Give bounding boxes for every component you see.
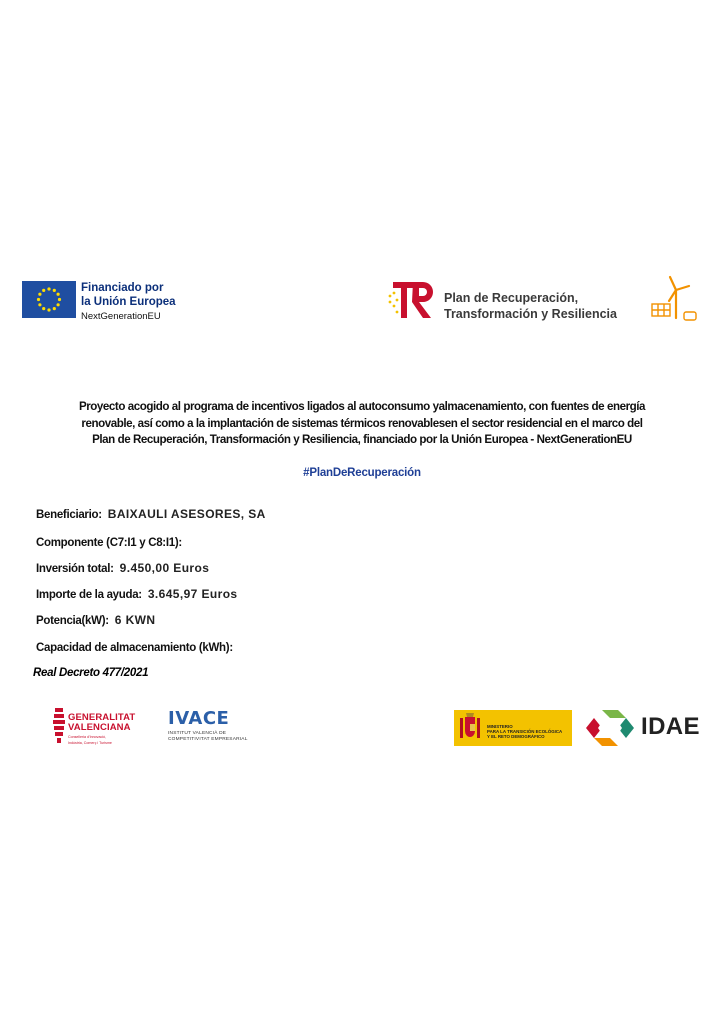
field-label: Importe de la ayuda:	[36, 589, 142, 601]
intro-line-2: renovable, así como a la implantación de sistemas térmicos renovablesen el sector residencial en el marco del	[81, 416, 643, 430]
spain-coat-of-arms-icon	[459, 713, 481, 743]
recovery-line-1: Plan de Recuperación,	[444, 291, 579, 305]
generalitat-sub-2: Indústria, Comerç i Turisme	[68, 741, 112, 746]
generalitat-logo-text	[68, 713, 135, 745]
ministerio-line-1: MINISTERIO	[487, 724, 513, 729]
recovery-plan-logo-icon	[386, 279, 438, 321]
ministerio-logo-text	[487, 724, 562, 740]
field-beneficiario	[36, 507, 266, 521]
recovery-line-2: Transformación y Resiliencia	[444, 307, 617, 321]
field-value: 9.450,00 Euros	[119, 561, 210, 575]
project-description	[28, 399, 696, 449]
field-importe	[36, 587, 238, 601]
field-label: Componente (C7:I1 y C8:I1):	[36, 537, 182, 549]
wind-solar-icon	[648, 274, 700, 324]
ivace-subtitle	[168, 731, 248, 742]
field-value: 3.645,97 Euros	[147, 587, 238, 601]
intro-line-1: Proyecto acogido al programa de incentivos ligados al autoconsumo yalmacenamiento, con fuentes de energía	[78, 400, 646, 413]
idae-logo-icon	[582, 708, 638, 748]
hashtag: #PlanDeRecuperación	[303, 467, 421, 479]
field-label: Potencia(kW):	[36, 615, 109, 627]
field-componente	[36, 535, 188, 549]
eu-funding-logo-text	[81, 281, 176, 324]
ministerio-line-2: PARA LA TRANSICIÓN ECOLÓGICA	[487, 729, 563, 735]
eu-line-2: la Unión Europea	[81, 296, 176, 308]
intro-line-3: Plan de Recuperación, Transformación y Resiliencia, financiado por la Unión Europea - NextGenerationEU	[92, 433, 632, 446]
ivace-sub-2: COMPETITIVITAT EMPRESARIAL	[168, 736, 248, 742]
field-inversion	[36, 561, 209, 575]
decree-reference: Real Decreto 477/2021	[33, 667, 149, 679]
generalitat-crest-icon	[52, 708, 66, 744]
field-label: Beneficiario:	[36, 509, 102, 521]
field-label: Inversión total:	[36, 563, 114, 575]
ivace-logo: IVACE	[168, 708, 230, 729]
eu-line-3: NextGenerationEU	[81, 311, 161, 322]
ivace-sub-1: INSTITUT VALENCIÀ DE	[168, 731, 227, 736]
generalitat-name-1: GENERALITAT	[68, 712, 136, 723]
field-label: Capacidad de almacenamiento (kWh):	[36, 642, 233, 654]
idae-logo-text: IDAE	[641, 713, 700, 740]
ministerio-line-3: Y EL RETO DEMOGRÁFICO	[487, 734, 545, 740]
eu-flag-icon	[22, 281, 76, 318]
field-value: 6 KWN	[114, 613, 156, 627]
recovery-plan-logo-text	[444, 290, 617, 322]
eu-line-1: Financiado por	[81, 282, 164, 294]
generalitat-name-2: VALENCIANA	[68, 722, 131, 733]
field-capacidad	[36, 640, 239, 654]
field-potencia	[36, 613, 155, 627]
generalitat-sub-1: Conselleria d'Innovació,	[68, 735, 107, 739]
field-value: BAIXAULI ASESORES, SA	[107, 507, 266, 521]
